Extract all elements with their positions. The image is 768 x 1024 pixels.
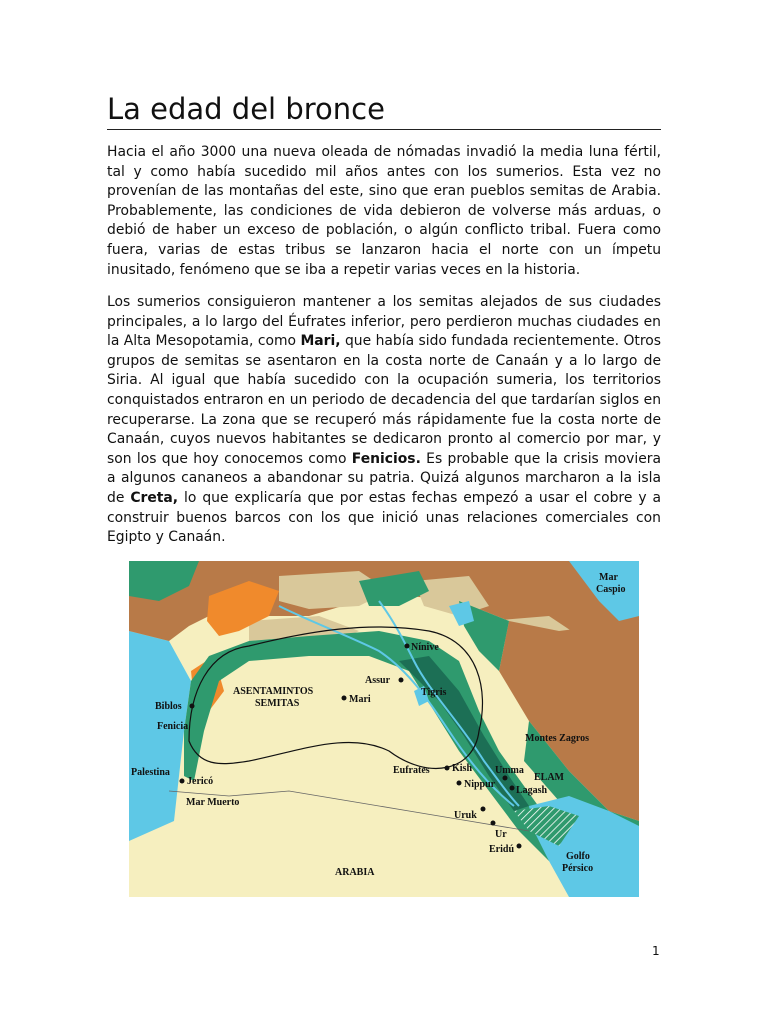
- city-dot-lagash: [510, 786, 515, 791]
- label-nippur: Nippur: [464, 779, 496, 790]
- label-assur: Assur: [365, 675, 391, 686]
- city-dot-ninive: [405, 644, 410, 649]
- label-lagash: Lagash: [516, 785, 548, 796]
- label-asentamientos-1: ASENTAMINTOS: [233, 686, 314, 697]
- label-eridu: Eridú: [489, 844, 515, 855]
- map-svg: [129, 561, 639, 897]
- label-arabia: ARABIA: [335, 867, 375, 878]
- city-dot-umma: [503, 776, 508, 781]
- label-tigris: Tigris: [421, 687, 447, 698]
- page-title: La edad del bronce: [107, 92, 661, 130]
- mesopotamia-map: [129, 561, 639, 897]
- label-biblos: Biblos: [155, 701, 182, 712]
- page-number: 1: [652, 944, 660, 958]
- label-eufrates: Eufrates: [393, 765, 430, 776]
- paragraph-2: [107, 293, 661, 548]
- fenicios-bold: Fenicios.: [351, 450, 421, 467]
- label-mari: Mari: [349, 694, 371, 705]
- paragraph-1: Hacia el año 3000 una nueva oleada de nómadas invadió la media luna fértil, tal y como había sucedido mil años antes con los sumerios. Esta vez no provenían de las montañas del este, sino que eran pueblos semitas de Arabia. Probablemente, las condiciones de vida debieron de volverse más arduas, o debió de haber un exceso de población, o algún conflicto tribal. Fuera como fuera, varias de estas tribus se lanzaron hacia el norte con un ímpetu inusitado, fenómeno que se iba a repetir varias veces en la historia.: [107, 144, 661, 278]
- city-dot-jerico: [180, 779, 185, 784]
- label-golfo-1: Golfo: [566, 851, 590, 862]
- label-mar-caspio-2: Caspio: [596, 584, 626, 595]
- label-elam: ELAM: [534, 772, 564, 783]
- city-dot-eridu: [517, 844, 522, 849]
- label-ninive: Nínive: [411, 642, 439, 653]
- paragraph-2-text-3: Es probable que la crisis moviera a algunos cananeos a abandonar su patria. Quizá algunos marcharon a la isla de: [107, 450, 661, 506]
- label-umma: Umma: [495, 765, 524, 776]
- label-mar-caspio-1: Mar: [599, 572, 618, 583]
- label-ur: Ur: [495, 829, 507, 840]
- mari-bold: Mari,: [300, 333, 341, 350]
- label-mar-muerto: Mar Muerto: [186, 797, 240, 808]
- creta-bold: Creta,: [130, 489, 179, 506]
- paragraph-2-text-1: Los sumerios consiguieron mantener a los semitas alejados de sus ciudades principales, a lo largo del Éufrates inferior, pero perdieron muchas ciudades en la Alta Mesopotamia, como: [107, 294, 661, 350]
- label-palestina: Palestina: [131, 767, 170, 778]
- city-dot-biblos: [190, 704, 195, 709]
- paragraph-2-text-2: que había sido fundada recientemente. Otros grupos de semitas se asentaron en la costa norte de Canaán y a lo largo de Siria. Al igual que había sucedido con la ocupación sumeria, los territorios conquistados entraron en un periodo de decadencia del que tardarían siglos en recuperarse. La zona que se recuperó más rápidamente fue la costa norte de Canaán, cuyos nuevos habitantes se dedicaron pronto al comercio por mar, y son los que hoy conocemos como: [107, 333, 661, 467]
- label-kish: Kish: [452, 763, 473, 774]
- city-dot-nippur: [457, 781, 462, 786]
- label-asentamientos-2: SEMITAS: [255, 698, 300, 709]
- label-montes-zagros: Montes Zagros: [525, 733, 589, 744]
- label-golfo-2: Pérsico: [562, 863, 594, 874]
- city-dot-ur: [491, 821, 496, 826]
- city-dot-mari: [342, 696, 347, 701]
- label-jerico: Jericó: [187, 776, 214, 787]
- paragraph-2-text-4: lo que explicaría que por estas fechas empezó a usar el cobre y a construir buenos barcos con los que inició unas relaciones comerciales con Egipto y Canaán.: [107, 489, 661, 546]
- label-fenicia: Fenicia: [157, 721, 189, 732]
- city-dot-kish: [445, 766, 450, 771]
- label-uruk: Uruk: [454, 810, 477, 821]
- city-dot-uruk: [481, 807, 486, 812]
- city-dot-assur: [399, 678, 404, 683]
